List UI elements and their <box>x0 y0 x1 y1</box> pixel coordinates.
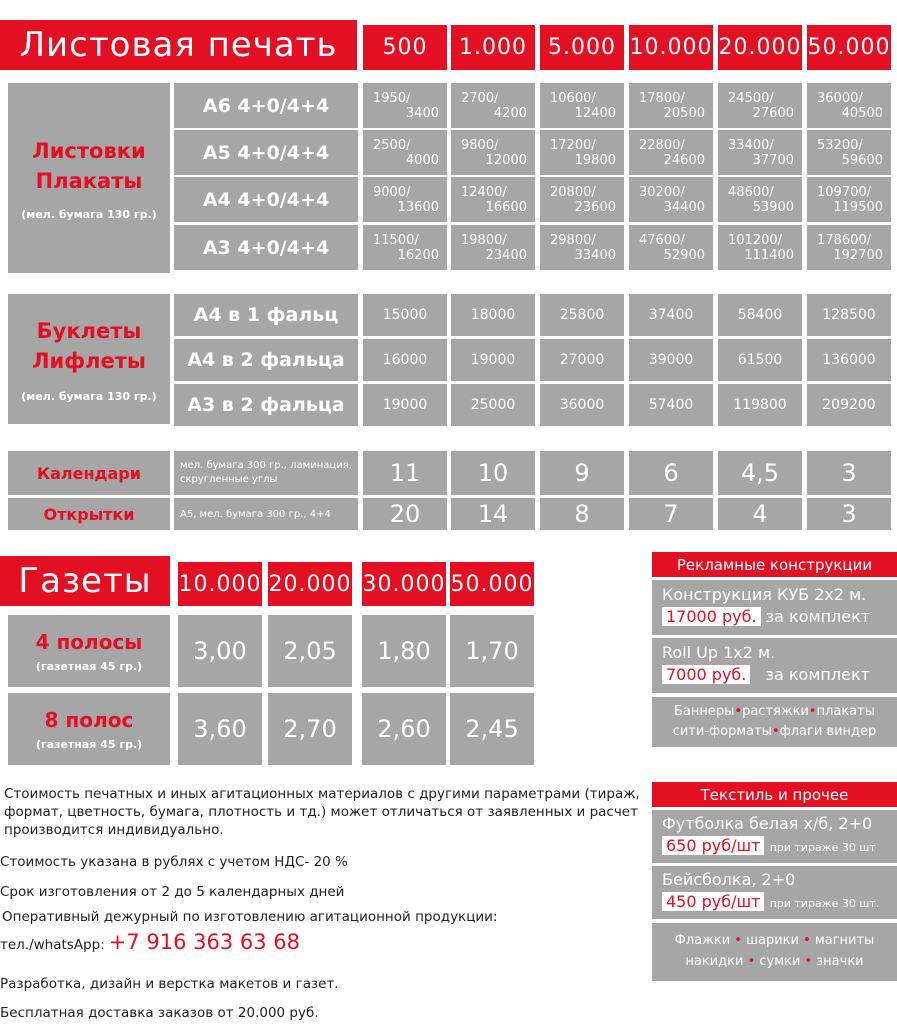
booklet-price: 61500 <box>718 339 802 381</box>
leaflet-price-part: 33400 <box>574 247 616 263</box>
ads-item-2-price: 7000 руб. <box>662 665 750 684</box>
postcards-desc: А5, мел. бумага 300 гр., 4+4 <box>180 508 331 520</box>
textile-title: Текстиль и прочее <box>652 782 897 807</box>
leaflet-price-part: 17200/ <box>550 137 596 153</box>
booklet-price: 209200 <box>807 384 891 426</box>
textile-item-2-price: 450 руб/шт <box>662 892 764 911</box>
leaflet-price-cell <box>451 177 535 222</box>
booklet-price: 19000 <box>451 339 535 381</box>
leaflet-price-part: 52900 <box>663 247 705 263</box>
calendars-title: Календари <box>37 463 141 483</box>
newspaper-qty-header: 30.000 <box>362 562 446 606</box>
leaflet-price-cell <box>540 130 624 175</box>
booklet-price: 36000 <box>540 384 624 426</box>
newspaper-price: 2,05 <box>268 615 352 687</box>
calendar-price: 3 <box>807 451 891 495</box>
ads-title: Рекламные конструкции <box>652 552 897 577</box>
booklet-price: 16000 <box>363 339 447 381</box>
leaflet-price-cell <box>363 130 447 175</box>
leaflet-price-part: 20500 <box>663 105 705 121</box>
textile-list-item: магниты <box>814 933 875 948</box>
leaflet-price-part: 109700/ <box>817 184 872 200</box>
leaflet-price-part: 19800/ <box>461 232 507 248</box>
leaflet-price-part: 24600 <box>663 152 705 168</box>
leaflet-price-part: 34400 <box>663 199 705 215</box>
textile-item-2-name: Бейсболка, 2+0 <box>662 870 796 889</box>
textile-list-item: накидки <box>685 954 744 969</box>
leaflet-format: А4 4+0/4+4 <box>174 177 358 222</box>
newspaper-price: 3,60 <box>178 693 262 765</box>
leaflet-price-part: 101200/ <box>728 232 783 248</box>
ads-list-item: сити-форматы <box>672 724 772 739</box>
postcards-title: Открытки <box>43 504 135 524</box>
postcard-price: 14 <box>451 498 535 530</box>
ads-item-1 <box>652 580 897 635</box>
leaflet-price-cell <box>540 83 624 128</box>
booklet-format: А4 в 1 фальц <box>174 294 358 336</box>
ads-item-2-unit: за комплект <box>765 665 870 684</box>
postcard-price: 4 <box>718 498 802 530</box>
textile-list-item: Флажки <box>674 933 731 948</box>
leaflet-price-part: 48600/ <box>728 184 774 200</box>
calendar-price: 10 <box>451 451 535 495</box>
leaflet-price-part: 11500/ <box>373 232 419 248</box>
leaflet-price-cell <box>363 177 447 222</box>
ads-item-1-name: Конструкция КУБ 2х2 м. <box>662 585 867 604</box>
booklet-price: 19000 <box>363 384 447 426</box>
leaflet-price-part: 33400/ <box>728 137 774 153</box>
leaflets-title-1: Листовки <box>32 138 146 163</box>
leaflet-price-part: 37700 <box>752 152 794 168</box>
booklet-price: 18000 <box>451 294 535 336</box>
leaflet-price-cell <box>540 225 624 270</box>
sheet-qty-header: 1.000 <box>451 25 535 70</box>
leaflet-price-part: 111400 <box>744 247 794 263</box>
newspaper-row-label <box>8 615 170 687</box>
textile-item-1 <box>652 810 897 863</box>
booklets-title-1: Буклеты <box>36 318 142 343</box>
calendar-price: 9 <box>540 451 624 495</box>
leaflet-price-part: 16600 <box>485 199 527 215</box>
postcard-price: 8 <box>540 498 624 530</box>
leaflet-price-cell <box>718 130 802 175</box>
leaflet-price-cell <box>451 130 535 175</box>
info-phone-line <box>0 930 640 954</box>
booklet-price: 128500 <box>807 294 891 336</box>
leaflet-price-part: 2500/ <box>373 137 411 153</box>
leaflet-price-part: 192700 <box>833 247 883 263</box>
leaflet-price-cell <box>718 177 802 222</box>
info-vat: Стоимость указана в рублях с учетом НДС- 20 % <box>0 854 348 870</box>
ads-item-1-price: 17000 руб. <box>662 607 761 626</box>
textile-item-2 <box>652 866 897 919</box>
leaflet-format: А3 4+0/4+4 <box>174 225 358 270</box>
booklet-price: 25800 <box>540 294 624 336</box>
postcards-title-cell <box>8 498 170 530</box>
leaflet-price-cell <box>629 83 713 128</box>
phone-number[interactable]: +7 916 363 63 68 <box>108 930 301 954</box>
postcard-price: 20 <box>363 498 447 530</box>
postcard-price: 7 <box>629 498 713 530</box>
sheet-title: Листовая печать <box>0 20 357 70</box>
leaflets-title-2: Плакаты <box>35 168 143 193</box>
sheet-qty-header: 20.000 <box>718 25 802 70</box>
newspaper-row-note: (газетная 45 гр.) <box>35 659 143 673</box>
sheet-qty-header: 5.000 <box>540 25 624 70</box>
sheet-qty-header: 500 <box>363 25 447 70</box>
leaflet-price-cell <box>718 83 802 128</box>
calendar-price: 6 <box>629 451 713 495</box>
leaflet-price-part: 4000 <box>405 152 439 168</box>
leaflet-price-part: 30200/ <box>639 184 685 200</box>
leaflet-price-part: 53200/ <box>817 137 863 153</box>
leaflet-price-cell <box>363 225 447 270</box>
info-term: Срок изготовления от 2 до 5 календарных дней <box>0 884 345 900</box>
booklet-price: 119800 <box>718 384 802 426</box>
leaflet-price-part: 9800/ <box>461 137 499 153</box>
calendar-price: 11 <box>363 451 447 495</box>
leaflet-price-part: 20800/ <box>550 184 596 200</box>
booklet-price: 136000 <box>807 339 891 381</box>
ads-list-item: Баннеры <box>674 704 735 719</box>
leaflet-price-part: 2700/ <box>461 90 499 106</box>
postcards-desc-cell <box>174 498 358 530</box>
leaflet-price-part: 59600 <box>841 152 883 168</box>
leaflet-price-part: 13600 <box>397 199 439 215</box>
leaflet-price-part: 3400 <box>405 105 439 121</box>
leaflet-price-cell <box>629 130 713 175</box>
calendars-desc: мел. бумага 300 гр., ламинация, скругленные углы <box>180 460 352 485</box>
newspaper-price: 1,80 <box>362 615 446 687</box>
booklets-label-cell <box>8 294 170 424</box>
leaflet-price-cell <box>807 130 891 175</box>
phone-label: тел./whatsApp: <box>0 937 105 953</box>
leaflet-price-part: 16200 <box>397 247 439 263</box>
textile-list-item: сумки <box>759 954 801 969</box>
leaflet-price-cell <box>363 83 447 128</box>
textile-item-1-price: 650 руб/шт <box>662 836 764 855</box>
leaflet-price-part: 12400 <box>574 105 616 121</box>
newspaper-price: 2,60 <box>362 693 446 765</box>
info-conditions: Стоимость печатных и иных агитационных материалов с другими параметрами (тираж, формат, цветность, бумага, плотность и тд.) может отличаться от заявленных и расчет производится индивидуально. <box>4 786 640 838</box>
booklet-price: 27000 <box>540 339 624 381</box>
leaflet-price-part: 9000/ <box>373 184 411 200</box>
textile-item-1-name: Футболка белая х/б, 2+0 <box>662 814 873 833</box>
leaflet-price-part: 17800/ <box>639 90 685 106</box>
ads-item-1-unit: за комплект <box>765 607 871 626</box>
booklet-price: 37400 <box>629 294 713 336</box>
newspapers-title: Газеты <box>0 556 170 606</box>
leaflet-price-part: 23600 <box>574 199 616 215</box>
booklet-price: 15000 <box>363 294 447 336</box>
leaflet-price-part: 47600/ <box>639 232 685 248</box>
leaflet-price-part: 12000 <box>485 152 527 168</box>
leaflet-price-cell <box>718 225 802 270</box>
leaflets-note: (мел. бумага 130 гр.) <box>21 207 157 221</box>
leaflet-price-part: 12400/ <box>461 184 507 200</box>
leaflet-price-part: 40500 <box>841 105 883 121</box>
calendar-price: 4,5 <box>718 451 802 495</box>
ads-list: Баннеры•растяжки•плакаты сити-форматы•флаги виндер <box>652 697 897 747</box>
leaflet-price-cell <box>629 225 713 270</box>
newspaper-row-label <box>8 693 170 765</box>
leaflet-price-part: 4200 <box>493 105 527 121</box>
leaflet-price-part: 29800/ <box>550 232 596 248</box>
booklet-price: 57400 <box>629 384 713 426</box>
leaflet-price-part: 22800/ <box>639 137 685 153</box>
booklet-format: А3 в 2 фальца <box>174 384 358 426</box>
newspaper-row-note: (газетная 45 гр.) <box>35 737 143 751</box>
ads-list-item: плакаты <box>816 704 875 719</box>
leaflet-price-cell <box>451 83 535 128</box>
leaflet-price-part: 36000/ <box>817 90 863 106</box>
leaflet-price-part: 27600 <box>752 105 794 121</box>
leaflet-price-part: 1950/ <box>373 90 411 106</box>
calendars-desc-cell <box>174 451 358 495</box>
info-delivery: Бесплатная доставка заказов от 20.000 руб. <box>0 1005 319 1021</box>
leaflet-price-part: 178600/ <box>817 232 872 248</box>
leaflet-price-part: 119500 <box>833 199 883 215</box>
leaflet-format: А6 4+0/4+4 <box>174 83 358 128</box>
textile-item-2-note: при тираже 30 шт. <box>769 897 880 910</box>
textile-item-1-note: при тираже 30 шт <box>769 841 876 854</box>
booklet-price: 25000 <box>451 384 535 426</box>
info-design: Разработка, дизайн и верстка макетов и газет. <box>0 976 339 992</box>
info-duty: Оперативный дежурный по изготовлению агитационной продукции: <box>2 909 498 925</box>
booklet-format: А4 в 2 фальца <box>174 339 358 381</box>
leaflet-price-part: 23400 <box>485 247 527 263</box>
newspaper-price: 2,45 <box>450 693 534 765</box>
leaflet-price-cell <box>451 225 535 270</box>
sheet-qty-header: 10.000 <box>629 25 713 70</box>
booklets-title-2: Лифлеты <box>32 348 146 373</box>
ads-list-item: растяжки <box>742 704 809 719</box>
leaflet-format: А5 4+0/4+4 <box>174 130 358 175</box>
ads-item-2 <box>652 638 897 693</box>
leaflet-price-part: 10600/ <box>550 90 596 106</box>
newspaper-qty-header: 10.000 <box>178 562 262 606</box>
calendars-title-cell <box>8 451 170 495</box>
newspaper-price: 2,70 <box>268 693 352 765</box>
textile-list-item: шарики <box>746 933 799 948</box>
newspaper-price: 3,00 <box>178 615 262 687</box>
postcard-price: 3 <box>807 498 891 530</box>
booklet-price: 39000 <box>629 339 713 381</box>
leaflet-price-cell <box>807 177 891 222</box>
newspaper-price: 1,70 <box>450 615 534 687</box>
textile-list: Флажки • шарики • магниты накидки • сумки • значки <box>652 923 897 981</box>
newspaper-qty-header: 20.000 <box>268 562 352 606</box>
ads-item-2-name: Roll Up 1х2 м. <box>662 643 776 662</box>
leaflet-price-part: 53900 <box>752 199 794 215</box>
newspaper-qty-header: 50.000 <box>450 562 534 606</box>
leaflet-price-cell <box>807 225 891 270</box>
newspaper-row-title: 4 полосы <box>35 629 143 654</box>
ads-list-item: флаги виндер <box>779 724 877 739</box>
booklet-price: 58400 <box>718 294 802 336</box>
leaflet-price-part: 19800 <box>574 152 616 168</box>
booklets-note: (мел. бумага 130 гр.) <box>21 389 157 403</box>
textile-list-item: значки <box>816 954 864 969</box>
sheet-qty-header: 50.000 <box>807 25 891 70</box>
leaflet-price-cell <box>540 177 624 222</box>
leaflet-price-cell <box>807 83 891 128</box>
leaflet-price-part: 24500/ <box>728 90 774 106</box>
newspaper-row-title: 8 полос <box>44 707 134 732</box>
leaflet-price-cell <box>629 177 713 222</box>
leaflets-label-cell <box>8 83 170 273</box>
